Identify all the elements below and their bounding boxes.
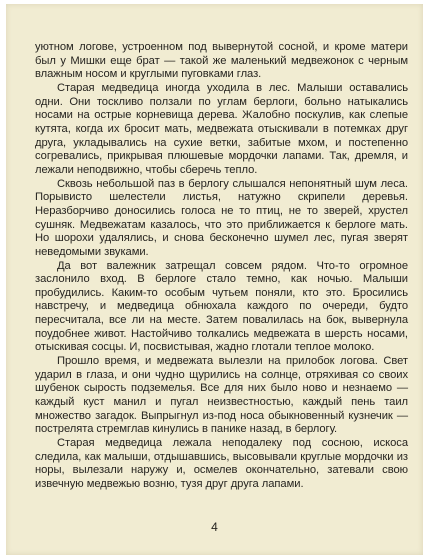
paragraph: Старая медведица лежала неподалеку под сосною, искоса следила, как малыши, отдышавшись, высовывали круглые мордочки из норы, вылезали наружу и, осмелев окончательно, затевали свою извечную медвежью возню, тузя друг друга лапами. — [35, 437, 408, 490]
page-number: 4 — [211, 520, 218, 534]
body-text — [35, 41, 408, 492]
paragraph: Да вот валежник затрещал совсем рядом. Что-то огромное заслонило вход. В берлоге стало темно, как ночью. Малыши пробудились. Каким-то особым чутьем поняли, кто это. Бросились навстречу, и медведица обнюхала каждого по очереди, будто пересчитала, все ли на месте. Затем повалилась на бок, вывернула поудобнее живот. Настойчиво толкались медвежата в шерсть носами, отыскивая сосцы. И, посвистывая, жадно глотали теплое молоко. — [35, 259, 408, 354]
paragraph: Прошло время, и медвежата вылезли на прилобок логова. Свет ударил в глаза, и они чудно щурились на солнце, отряхивая со своих шубенок сырость подземелья. Все для них было ново и незнаемо — каждый куст манил и пугал неизвестностью, каждый пень таил множество загадок. Выпрыгнул из-под носа обыкновенный кузнечик — пострелята стремглав кинулись в панике назад, в берлогу. — [35, 355, 408, 436]
book-page — [6, 4, 423, 555]
paragraph: уютном логове, устроенном под вывернутой сосной, и кроме матери был у Мишки еще брат — такой же маленький медвежонок с черным влажным носом и круглыми пуговками глаз. — [35, 41, 408, 81]
paragraph: Сквозь небольшой паз в берлогу слышался непонятный шум леса. Порывисто шелестели листья, натужно скрипели деревья. Неразборчиво доносились голоса не то птиц, не то зверей, хрустел сушняк. Медвежатам казалось, что это приближается к берлоге мать. Но шорохи удалялись, и снова бесконечно шумел лес, пугая зверят неведомыми звуками. — [35, 177, 408, 258]
paragraph: Старая медведица иногда уходила в лес. Малыши оставались одни. Они тоскливо ползали по углам берлоги, больно натыкались носами на острые корневища дерева. Жалобно поскулив, как слепые кутята, когда их бросит мать, медвежата отыскивали в потемках друг друга, укладывались на сухие ветки, забитые мхом, и постепенно согревались, прикрывая плюшевые мордочки лапами. Так, дремля, и лежали неподвижно, чтобы сберечь тепло. — [35, 81, 408, 176]
